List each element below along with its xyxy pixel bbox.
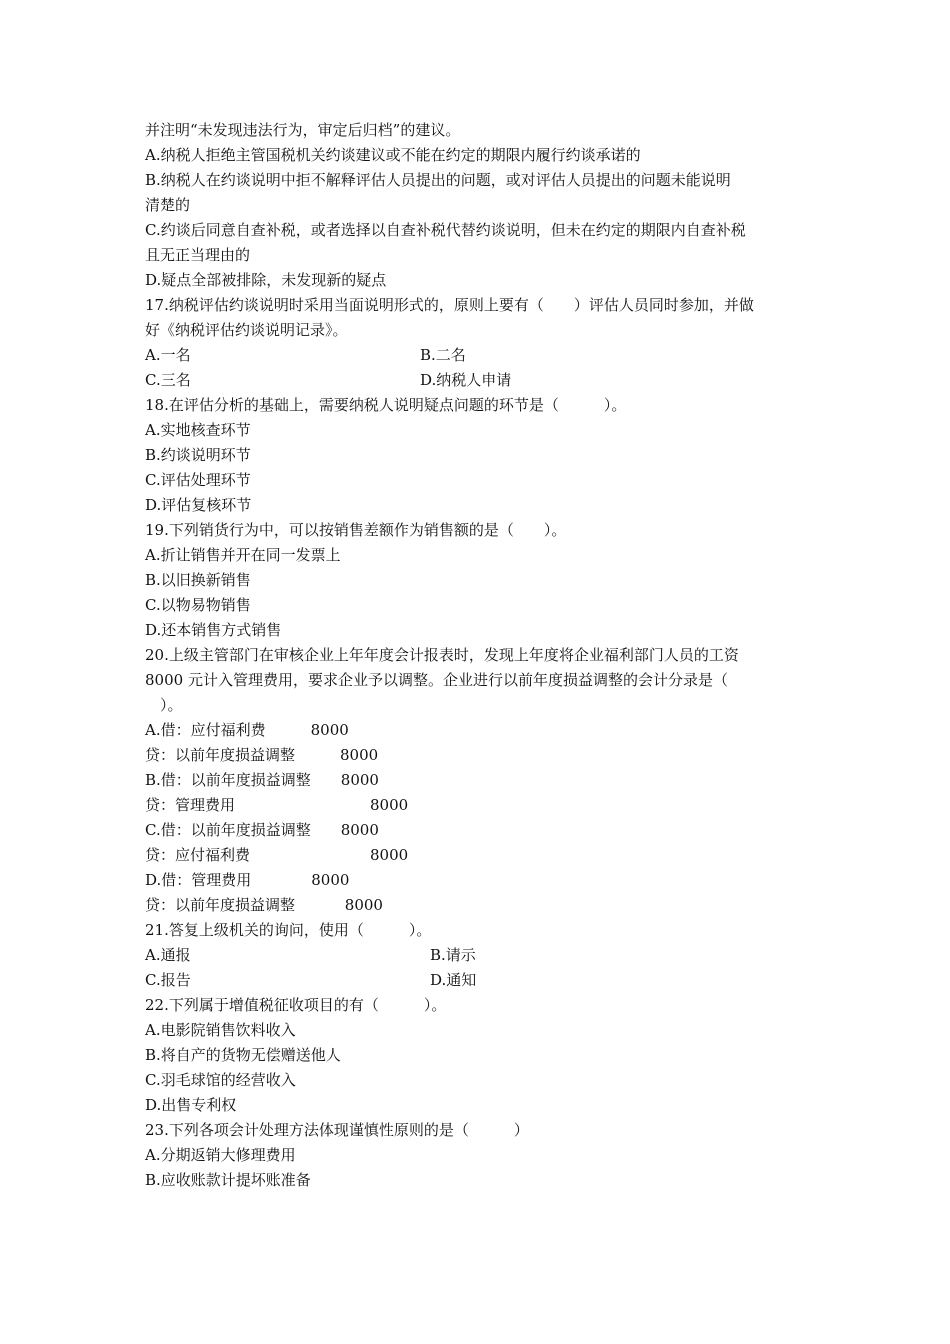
text-line: 贷：以前年度损益调整 8000	[145, 896, 383, 914]
text-line: 贷：管理费用 8000	[145, 796, 409, 814]
text-line: D.出售专利权	[145, 1096, 237, 1114]
text-line: 19.下列销货行为中，可以按销售差额作为销售额的是（ ）。	[145, 521, 567, 539]
text-line: 且无正当理由的	[145, 246, 251, 264]
text-line: 21.答复上级机关的询问，使用（ ）。	[145, 921, 432, 939]
option-text: C.三名	[145, 371, 191, 389]
text-line: B.借：以前年度损益调整 8000	[145, 771, 379, 789]
text-line: 17.纳税评估约谈说明时采用当面说明形式的，原则上要有（ ）评估人员同时参加，并做	[145, 296, 754, 314]
text-line: C.以物易物销售	[145, 596, 251, 614]
text-line: 8000 元计入管理费用，要求企业予以调整。企业进行以前年度损益调整的会计分录是（	[145, 671, 728, 689]
text-line: ）。	[145, 696, 183, 714]
text-line: 20.上级主管部门在审核企业上年年度会计报表时，发现上年度将企业福利部门人员的工资	[145, 646, 739, 664]
option-text: C.报告	[145, 971, 191, 989]
text-line: C.约谈后同意自查补税，或者选择以自查补税代替约谈说明，但未在约定的期限内自查补税	[145, 221, 746, 239]
text-line: A.电影院销售饮料收入	[145, 1021, 296, 1039]
text-line: B.约谈说明环节	[145, 446, 251, 464]
options-row	[145, 943, 817, 968]
option-text: B.二名	[420, 346, 466, 364]
text-line: C.评估处理环节	[145, 471, 251, 489]
option-text: D.通知	[430, 971, 477, 989]
option-text: D.纳税人申请	[420, 371, 512, 389]
text-line: A.借：应付福利费 8000	[145, 721, 349, 739]
text-line: D.评估复核环节	[145, 496, 252, 514]
text-line: B.纳税人在约谈说明中拒不解释评估人员提出的问题，或对评估人员提出的问题未能说明	[145, 171, 731, 189]
option-text: A.一名	[145, 346, 191, 364]
text-line: 18.在评估分析的基础上，需要纳税人说明疑点问题的环节是（ ）。	[145, 396, 627, 414]
text-line: D.疑点全部被排除，未发现新的疑点	[145, 271, 387, 289]
options-row	[145, 343, 817, 368]
text-line: B.应收账款计提坏账准备	[145, 1171, 311, 1189]
text-line: 贷：以前年度损益调整 8000	[145, 746, 379, 764]
text-line: D.还本销售方式销售	[145, 621, 282, 639]
option-text: B.请示	[430, 946, 476, 964]
text-line: A.纳税人拒绝主管国税机关约谈建议或不能在约定的期限内履行约谈承诺的	[145, 146, 641, 164]
text-line: 并注明“未发现违法行为，审定后归档”的建议。	[145, 121, 461, 139]
text-line: C.借：以前年度损益调整 8000	[145, 821, 379, 839]
option-text: A.通报	[145, 946, 191, 964]
options-row	[145, 368, 817, 393]
text-line: A.折让销售并开在同一发票上	[145, 546, 341, 564]
text-line: A.分期返销大修理费用	[145, 1146, 296, 1164]
text-line: D.借：管理费用 8000	[145, 871, 350, 889]
text-line: B.以旧换新销售	[145, 571, 251, 589]
text-line: 22.下列属于增值税征收项目的有（ ）。	[145, 996, 447, 1014]
options-row	[145, 968, 817, 993]
text-line: B.将自产的货物无偿赠送他人	[145, 1046, 341, 1064]
text-line: 好《纳税评估约谈说明记录》。	[145, 321, 348, 339]
text-line: 贷：应付福利费 8000	[145, 846, 409, 864]
text-line: 23.下列各项会计处理方法体现谨慎性原则的是（ ）	[145, 1121, 529, 1139]
document-body	[145, 118, 817, 1193]
text-line: C.羽毛球馆的经营收入	[145, 1071, 296, 1089]
text-line: A.实地核查环节	[145, 421, 251, 439]
text-line: 清楚的	[145, 196, 191, 214]
